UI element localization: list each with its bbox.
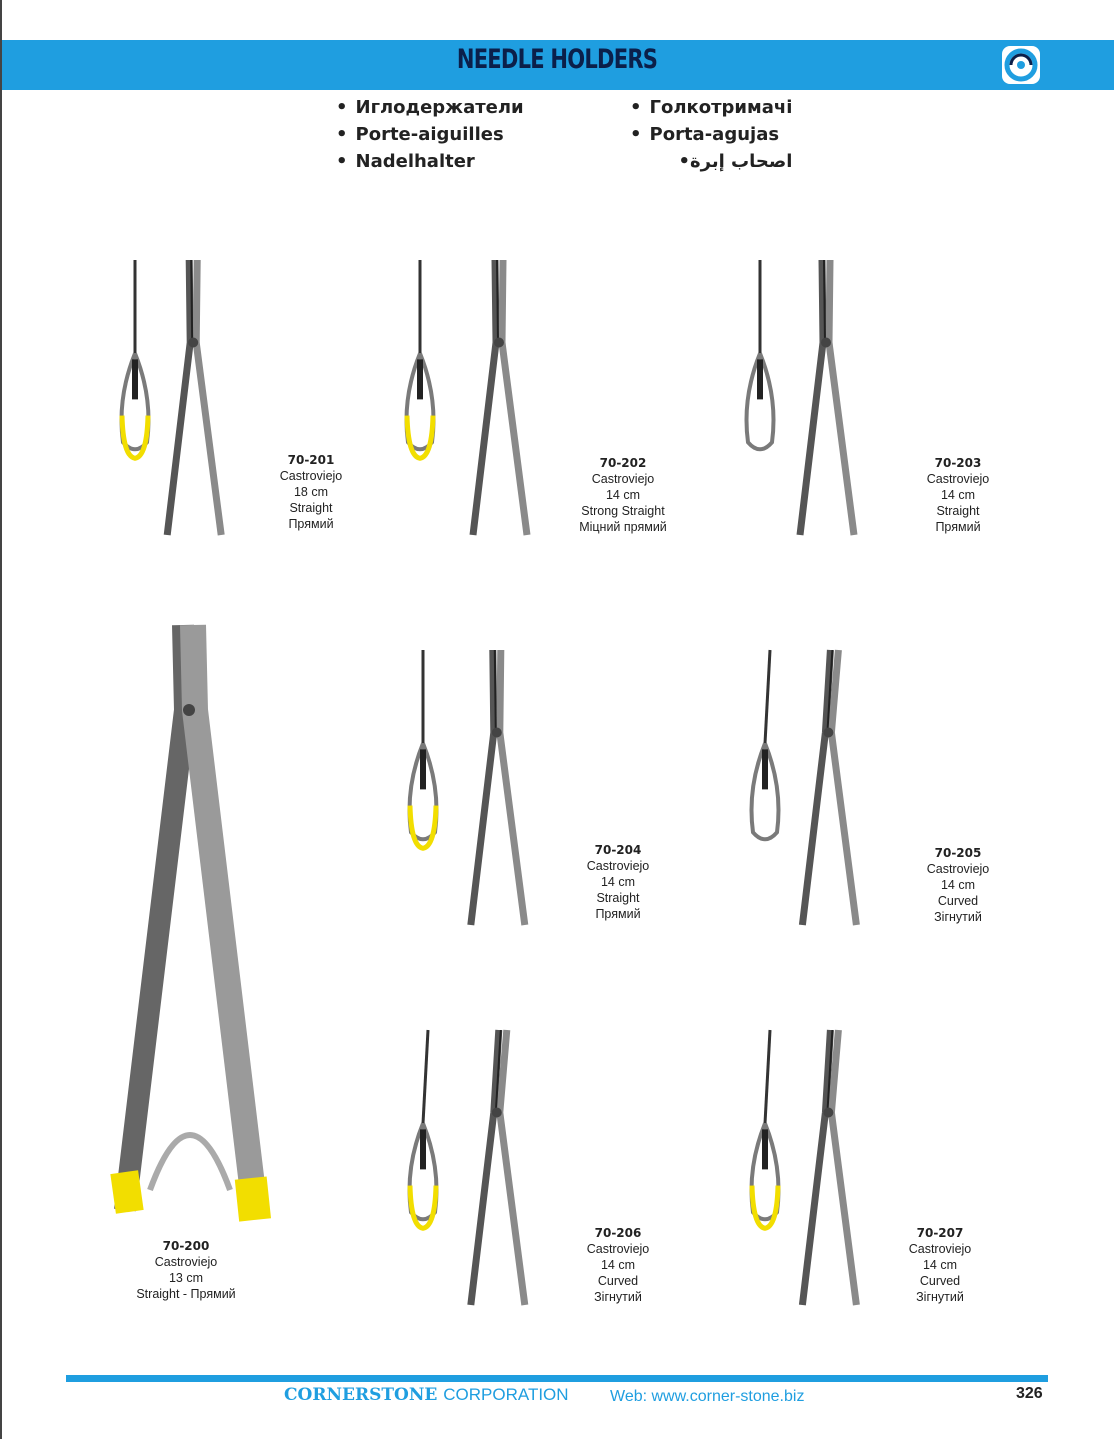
product-size: 14 cm bbox=[600, 1258, 636, 1272]
company-suffix: CORPORATION bbox=[443, 1385, 569, 1404]
language-list-right bbox=[630, 94, 792, 175]
product-name: Castroviejo bbox=[154, 1255, 218, 1269]
language-item: اصحاب إبرة • bbox=[622, 148, 792, 175]
product-caption bbox=[548, 842, 688, 922]
footer-company bbox=[284, 1385, 569, 1405]
product-type: Curved bbox=[597, 1274, 639, 1288]
product-code: 70-207 bbox=[916, 1226, 964, 1240]
product-size: 18 cm bbox=[293, 485, 329, 499]
product-type: Curved bbox=[919, 1274, 961, 1288]
product-type: Curved bbox=[937, 894, 979, 908]
product-type-local: Прямий bbox=[288, 517, 334, 531]
product-caption bbox=[553, 455, 693, 535]
needle-holder-image bbox=[735, 255, 910, 540]
needle-holder-image bbox=[105, 620, 280, 1230]
product-type-local: Зігнутий bbox=[934, 910, 982, 924]
product-code: 70-202 bbox=[599, 456, 647, 470]
product-type: Straight - Прямий bbox=[136, 1287, 236, 1301]
language-item: • Porte-aiguilles bbox=[336, 121, 524, 148]
language-item: • Голкотримачі bbox=[630, 94, 792, 121]
language-item: • Иглодержатели bbox=[336, 94, 524, 121]
page-frame bbox=[0, 0, 2, 1439]
cornerstone-logo-icon bbox=[1002, 46, 1040, 84]
product-size: 14 cm bbox=[940, 488, 976, 502]
product-size: 14 cm bbox=[605, 488, 641, 502]
product-type-local: Зігнутий bbox=[594, 1290, 642, 1304]
page-title: NEEDLE HOLDERS bbox=[456, 44, 658, 75]
product-type: Straight bbox=[936, 504, 980, 518]
product-name: Castroviejo bbox=[279, 469, 343, 483]
company-name: CORNERSTONE bbox=[284, 1385, 438, 1405]
product-caption bbox=[870, 1225, 1010, 1305]
website-link[interactable]: Web: www.corner-stone.biz bbox=[610, 1388, 805, 1405]
product-name: Castroviejo bbox=[926, 472, 990, 486]
product-size: 14 cm bbox=[940, 878, 976, 892]
product-name: Castroviejo bbox=[586, 859, 650, 873]
product-caption bbox=[888, 455, 1028, 535]
product-type-local: Прямий bbox=[935, 520, 981, 534]
language-item: • Porta-agujas bbox=[630, 121, 792, 148]
footer-rule bbox=[66, 1375, 1048, 1382]
product-name: Castroviejo bbox=[591, 472, 655, 486]
product-type: Straight bbox=[596, 891, 640, 905]
product-size: 14 cm bbox=[600, 875, 636, 889]
product-caption bbox=[888, 845, 1028, 925]
product-name: Castroviejo bbox=[908, 1242, 972, 1256]
needle-holder-image bbox=[740, 645, 910, 930]
language-list-left bbox=[336, 94, 524, 175]
product-code: 70-201 bbox=[287, 453, 335, 467]
product-name: Castroviejo bbox=[926, 862, 990, 876]
product-size: 14 cm bbox=[922, 1258, 958, 1272]
product-type: Straight bbox=[289, 501, 333, 515]
product-code: 70-204 bbox=[594, 843, 642, 857]
product-type-local: Міцний прямий bbox=[579, 520, 667, 534]
language-item: • Nadelhalter bbox=[336, 148, 524, 175]
product-caption bbox=[116, 1238, 256, 1302]
product-code: 70-206 bbox=[594, 1226, 642, 1240]
product-caption bbox=[548, 1225, 688, 1305]
product-name: Castroviejo bbox=[586, 1242, 650, 1256]
product-type: Strong Straight bbox=[581, 504, 665, 518]
product-code: 70-205 bbox=[934, 846, 982, 860]
product-type-local: Прямий bbox=[595, 907, 641, 921]
product-caption bbox=[241, 452, 381, 532]
product-type-local: Зігнутий bbox=[916, 1290, 964, 1304]
product-code: 70-203 bbox=[934, 456, 982, 470]
product-code: 70-200 bbox=[162, 1239, 210, 1253]
product-size: 13 cm bbox=[168, 1271, 204, 1285]
page-number: 326 bbox=[1016, 1385, 1043, 1402]
